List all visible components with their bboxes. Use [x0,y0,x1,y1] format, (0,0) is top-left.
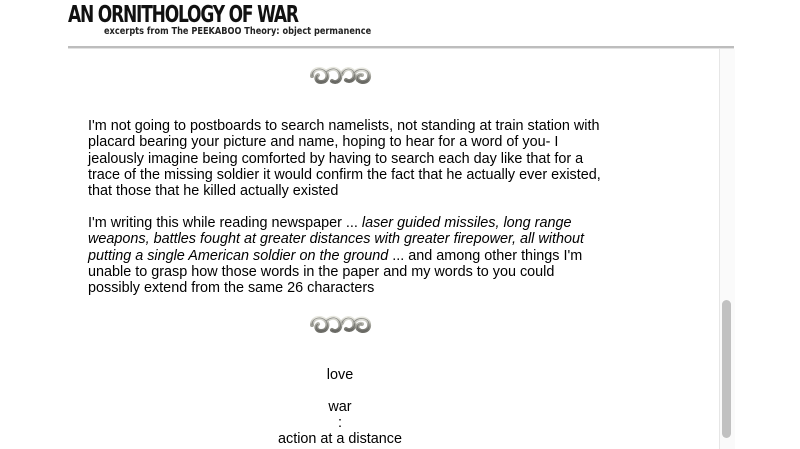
page-header [68,0,748,48]
poem-line-action: action at a distance [278,431,402,447]
site-subtitle: excerpts from The PEEKABOO Theory: object permanence [104,26,372,37]
site-title: AN ORNITHOLOGY OF WAR [68,2,298,28]
poem-line-love: love [326,367,354,383]
paragraph-newspaper-lead: I'm writing this while reading newspaper ... [88,215,362,231]
paragraph-newspaper [88,215,608,296]
newspaper-quote: laser guided missiles, long range weapons, battles fought at greater distances with greater firepower, all without putting a single American soldier on the ground [88,215,584,264]
poem-line-colon: : [338,415,342,431]
knot-ornament-icon [306,311,376,337]
paragraph-newspaper-tail: ... and among other things I'm unable to grasp how those words in the paper and my words to you could possibly extend from the same 26 characters [88,247,583,297]
knot-ornament-icon [306,62,376,88]
scrollbar-thumb[interactable] [722,300,731,438]
paragraph-postboards: I'm not going to postboards to search namelists, not standing at train station with placard bearing your picture and name, hoping to hear for a word of you- I jealously imagine being comforted by having to search each day like that for a trace of the missing soldier it would confirm the fact that he actually ever existed, that those that he killed actually existed [88,118,601,200]
poem-line-war: war [328,399,352,415]
